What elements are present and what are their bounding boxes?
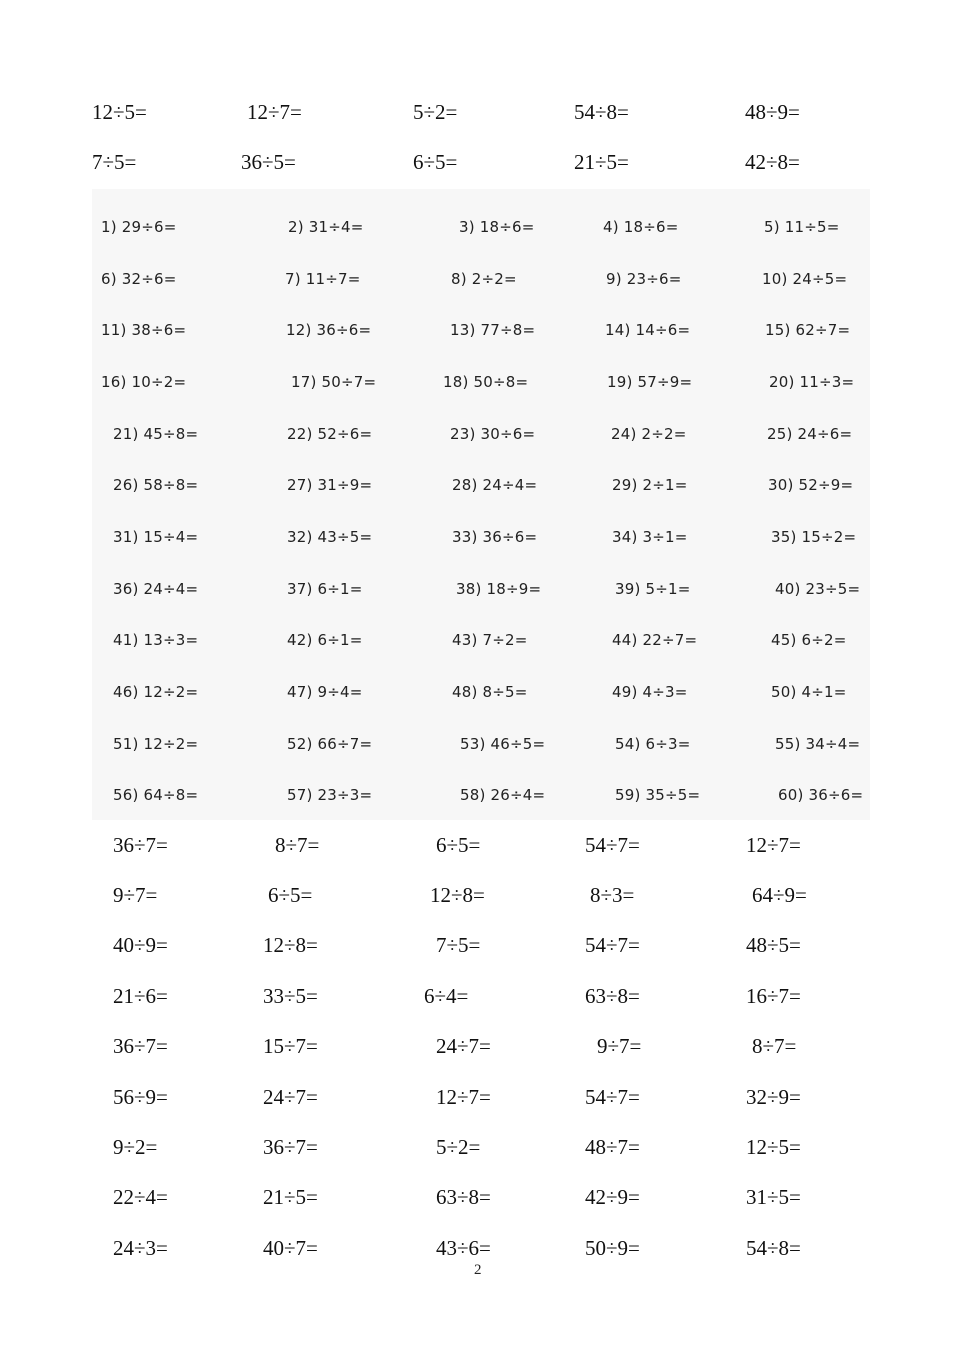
numbered-problem: 9) 23÷6= bbox=[606, 270, 682, 288]
numbered-problem: 27) 31÷9= bbox=[287, 476, 373, 494]
numbered-row bbox=[0, 218, 960, 248]
bottom-row bbox=[0, 833, 960, 873]
problem: 21÷5= bbox=[574, 150, 629, 174]
numbered-row bbox=[0, 270, 960, 300]
problem: 54÷7= bbox=[585, 1085, 640, 1109]
problem: 43÷6= bbox=[436, 1236, 491, 1260]
numbered-problem: 3) 18÷6= bbox=[459, 218, 535, 236]
numbered-row bbox=[0, 476, 960, 506]
problem: 63÷8= bbox=[585, 984, 640, 1008]
numbered-problem: 18) 50÷8= bbox=[443, 373, 529, 391]
problem: 7÷5= bbox=[92, 150, 137, 174]
problem: 8÷7= bbox=[275, 833, 320, 857]
problem: 6÷5= bbox=[268, 883, 313, 907]
problem: 9÷7= bbox=[113, 883, 158, 907]
problem: 54÷7= bbox=[585, 833, 640, 857]
numbered-problem: 12) 36÷6= bbox=[286, 321, 372, 339]
numbered-problem: 47) 9÷4= bbox=[287, 683, 363, 701]
problem: 15÷7= bbox=[263, 1034, 318, 1058]
numbered-problem: 14) 14÷6= bbox=[605, 321, 691, 339]
numbered-row bbox=[0, 425, 960, 455]
numbered-row bbox=[0, 786, 960, 816]
numbered-problem: 44) 22÷7= bbox=[612, 631, 698, 649]
problem: 9÷7= bbox=[597, 1034, 642, 1058]
numbered-problem: 11) 38÷6= bbox=[101, 321, 187, 339]
problem: 5÷2= bbox=[413, 100, 458, 124]
problem: 48÷7= bbox=[585, 1135, 640, 1159]
numbered-problem: 55) 34÷4= bbox=[775, 735, 861, 753]
numbered-row bbox=[0, 631, 960, 661]
numbered-problem: 26) 58÷8= bbox=[113, 476, 199, 494]
numbered-problem: 43) 7÷2= bbox=[452, 631, 528, 649]
problem: 36÷5= bbox=[241, 150, 296, 174]
numbered-problem: 20) 11÷3= bbox=[769, 373, 855, 391]
numbered-problem: 58) 26÷4= bbox=[460, 786, 546, 804]
numbered-problem: 33) 36÷6= bbox=[452, 528, 538, 546]
problem: 54÷8= bbox=[574, 100, 629, 124]
numbered-problem: 48) 8÷5= bbox=[452, 683, 528, 701]
numbered-problem: 29) 2÷1= bbox=[612, 476, 688, 494]
problem: 7÷5= bbox=[436, 933, 481, 957]
problem: 12÷7= bbox=[436, 1085, 491, 1109]
bottom-row bbox=[0, 1185, 960, 1225]
numbered-problem: 41) 13÷3= bbox=[113, 631, 199, 649]
numbered-problem: 1) 29÷6= bbox=[101, 218, 177, 236]
problem: 6÷5= bbox=[436, 833, 481, 857]
problem: 48÷9= bbox=[745, 100, 800, 124]
problem: 9÷2= bbox=[113, 1135, 158, 1159]
problem: 63÷8= bbox=[436, 1185, 491, 1209]
bottom-row bbox=[0, 933, 960, 973]
numbered-problem: 8) 2÷2= bbox=[451, 270, 517, 288]
problem: 36÷7= bbox=[113, 1034, 168, 1058]
numbered-problem: 32) 43÷5= bbox=[287, 528, 373, 546]
problem: 5÷2= bbox=[436, 1135, 481, 1159]
problem: 31÷5= bbox=[746, 1185, 801, 1209]
numbered-problem: 56) 64÷8= bbox=[113, 786, 199, 804]
problem: 8÷7= bbox=[752, 1034, 797, 1058]
problem: 64÷9= bbox=[752, 883, 807, 907]
bottom-row bbox=[0, 1034, 960, 1074]
problem: 12÷5= bbox=[92, 100, 147, 124]
bottom-row bbox=[0, 883, 960, 923]
numbered-problem: 36) 24÷4= bbox=[113, 580, 199, 598]
numbered-row bbox=[0, 321, 960, 351]
numbered-problem: 17) 50÷7= bbox=[291, 373, 377, 391]
numbered-problem: 50) 4÷1= bbox=[771, 683, 847, 701]
numbered-problem: 21) 45÷8= bbox=[113, 425, 199, 443]
numbered-problem: 19) 57÷9= bbox=[607, 373, 693, 391]
problem: 32÷9= bbox=[746, 1085, 801, 1109]
numbered-problem: 45) 6÷2= bbox=[771, 631, 847, 649]
problem: 12÷5= bbox=[746, 1135, 801, 1159]
problem: 48÷5= bbox=[746, 933, 801, 957]
numbered-problem: 40) 23÷5= bbox=[775, 580, 861, 598]
numbered-problem: 25) 24÷6= bbox=[767, 425, 853, 443]
top-row bbox=[0, 150, 960, 190]
numbered-problem: 42) 6÷1= bbox=[287, 631, 363, 649]
problem: 12÷8= bbox=[430, 883, 485, 907]
numbered-problem: 24) 2÷2= bbox=[611, 425, 687, 443]
problem: 54÷7= bbox=[585, 933, 640, 957]
page-number: 2 bbox=[474, 1262, 482, 1278]
numbered-row bbox=[0, 528, 960, 558]
problem: 36÷7= bbox=[263, 1135, 318, 1159]
numbered-row bbox=[0, 683, 960, 713]
numbered-problem: 23) 30÷6= bbox=[450, 425, 536, 443]
problem: 24÷7= bbox=[263, 1085, 318, 1109]
problem: 42÷8= bbox=[745, 150, 800, 174]
numbered-problem: 38) 18÷9= bbox=[456, 580, 542, 598]
numbered-problem: 22) 52÷6= bbox=[287, 425, 373, 443]
problem: 40÷9= bbox=[113, 933, 168, 957]
numbered-row bbox=[0, 735, 960, 765]
numbered-problem: 13) 77÷8= bbox=[450, 321, 536, 339]
numbered-problem: 54) 6÷3= bbox=[615, 735, 691, 753]
numbered-problem: 30) 52÷9= bbox=[768, 476, 854, 494]
numbered-problem: 39) 5÷1= bbox=[615, 580, 691, 598]
numbered-problem: 16) 10÷2= bbox=[101, 373, 187, 391]
numbered-problem: 6) 32÷6= bbox=[101, 270, 177, 288]
bottom-row bbox=[0, 1085, 960, 1125]
numbered-problem: 52) 66÷7= bbox=[287, 735, 373, 753]
numbered-problem: 34) 3÷1= bbox=[612, 528, 688, 546]
problem: 40÷7= bbox=[263, 1236, 318, 1260]
numbered-problem: 57) 23÷3= bbox=[287, 786, 373, 804]
problem: 6÷5= bbox=[413, 150, 458, 174]
top-row bbox=[0, 100, 960, 140]
bottom-row bbox=[0, 1135, 960, 1175]
problem: 12÷7= bbox=[247, 100, 302, 124]
problem: 24÷3= bbox=[113, 1236, 168, 1260]
problem: 12÷7= bbox=[746, 833, 801, 857]
numbered-problem: 46) 12÷2= bbox=[113, 683, 199, 701]
numbered-problem: 31) 15÷4= bbox=[113, 528, 199, 546]
numbered-problem: 37) 6÷1= bbox=[287, 580, 363, 598]
problem: 56÷9= bbox=[113, 1085, 168, 1109]
problem: 8÷3= bbox=[590, 883, 635, 907]
numbered-problem: 5) 11÷5= bbox=[764, 218, 840, 236]
numbered-problem: 28) 24÷4= bbox=[452, 476, 538, 494]
problem: 33÷5= bbox=[263, 984, 318, 1008]
numbered-row bbox=[0, 580, 960, 610]
problem: 21÷5= bbox=[263, 1185, 318, 1209]
numbered-problem: 15) 62÷7= bbox=[765, 321, 851, 339]
problem: 6÷4= bbox=[424, 984, 469, 1008]
problem: 36÷7= bbox=[113, 833, 168, 857]
numbered-problem: 10) 24÷5= bbox=[762, 270, 848, 288]
numbered-problem: 51) 12÷2= bbox=[113, 735, 199, 753]
numbered-problem: 49) 4÷3= bbox=[612, 683, 688, 701]
problem: 22÷4= bbox=[113, 1185, 168, 1209]
problem: 24÷7= bbox=[436, 1034, 491, 1058]
problem: 21÷6= bbox=[113, 984, 168, 1008]
problem: 12÷8= bbox=[263, 933, 318, 957]
numbered-row bbox=[0, 373, 960, 403]
numbered-problem: 53) 46÷5= bbox=[460, 735, 546, 753]
numbered-problem: 35) 15÷2= bbox=[771, 528, 857, 546]
problem: 16÷7= bbox=[746, 984, 801, 1008]
bottom-row bbox=[0, 984, 960, 1024]
problem: 42÷9= bbox=[585, 1185, 640, 1209]
numbered-problem: 59) 35÷5= bbox=[615, 786, 701, 804]
numbered-problem: 60) 36÷6= bbox=[778, 786, 864, 804]
problem: 50÷9= bbox=[585, 1236, 640, 1260]
numbered-problem: 7) 11÷7= bbox=[285, 270, 361, 288]
numbered-problem: 2) 31÷4= bbox=[288, 218, 364, 236]
problem: 54÷8= bbox=[746, 1236, 801, 1260]
numbered-problem: 4) 18÷6= bbox=[603, 218, 679, 236]
